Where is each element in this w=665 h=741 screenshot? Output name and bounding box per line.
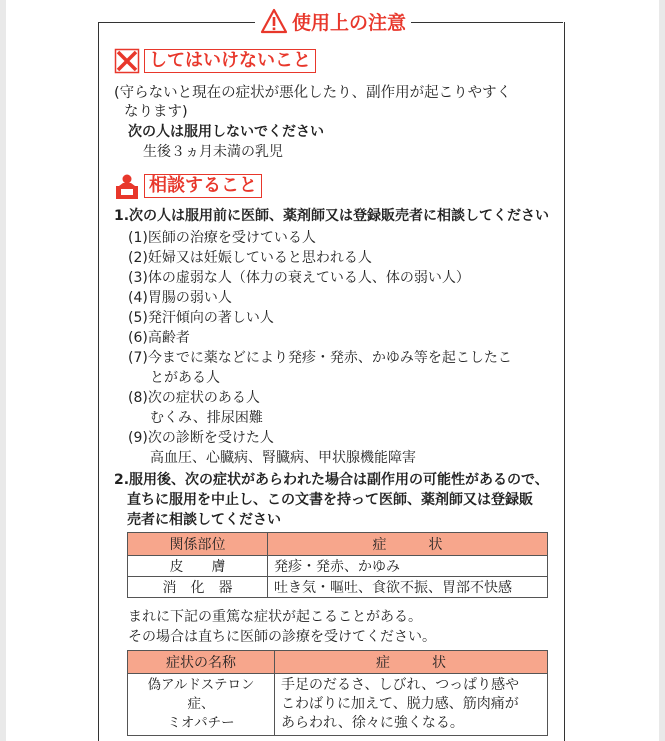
table-row [128, 577, 548, 598]
consult-line: (3)体の虚弱な人（体力の衰えている人、体の弱い人） [128, 270, 470, 286]
section-dont-header [114, 48, 316, 74]
consult-line: (8)次の症状のある人 [128, 390, 260, 406]
frame-top-left-rule [98, 22, 256, 23]
rare-note-line1: まれに下記の重篤な症状が起こることがある。 [128, 609, 422, 625]
consult-line: (9)次の診断を受けた人 [128, 430, 274, 446]
consult-line: (6)高齢者 [128, 330, 190, 346]
dont-item: 生後３ヵ月未満の乳児 [143, 144, 283, 160]
table-row [128, 674, 548, 736]
dont-note-line2: なります) [124, 104, 188, 120]
condition-symptom-line2: こわばりに加えて、脱力感、筋肉痛が [281, 696, 519, 712]
prohibited-x-icon [114, 48, 140, 74]
table-cell-condition [128, 674, 275, 736]
consult-line: とがある人 [150, 370, 220, 386]
main-title [255, 6, 411, 36]
serious-effect-table [127, 650, 548, 736]
section-consult-header [114, 172, 262, 200]
consult-person-icon [114, 172, 140, 200]
consult-item2-heading-line2: 直ちに服用を中止し、この文書を持って医師、薬剤師又は登録販 [127, 492, 533, 508]
table-header-cell: 症状の名称 [128, 651, 275, 674]
table-header-cell: 関係部位 [128, 533, 268, 556]
condition-symptom-line3: あらわれ、徐々に強くなる。 [281, 715, 464, 731]
consult-line: 高血圧、心臓病、腎臓病、甲状腺機能障害 [150, 450, 416, 466]
section-consult-label: 相談すること [144, 174, 262, 198]
table-cell-symptom: 発疹・発赤、かゆみ [268, 556, 548, 577]
table-header-row [128, 651, 548, 674]
frame-top-right-rule [410, 22, 563, 23]
condition-symptom-line1: 手足のだるさ、しびれ、つっぱり感や [281, 677, 520, 693]
consult-item2-heading-line1: 2.服用後、次の症状があらわれた場合は副作用の可能性があるので、 [114, 472, 549, 488]
main-title-text: 使用上の注意 [291, 11, 406, 34]
table-cell-symptom [275, 674, 548, 736]
dont-heading: 次の人は服用しないでください [128, 124, 324, 140]
condition-name-line1: 偽アルドステロン症、 [147, 677, 255, 712]
table-cell-part: 皮 膚 [128, 556, 268, 577]
consult-line: (4)胃腸の弱い人 [128, 290, 232, 306]
consult-line: (7)今までに薬などにより発疹・発赤、かゆみ等を起こしたこ [128, 350, 512, 366]
consult-line: (1)医師の治療を受けている人 [128, 230, 316, 246]
table-cell-part: 消 化 器 [128, 577, 268, 598]
consult-line: むくみ、排尿困難 [150, 410, 263, 426]
consult-line: (5)発汗傾向の著しい人 [128, 310, 274, 326]
rare-note-line2: その場合は直ちに医師の診療を受けてください。 [128, 629, 436, 645]
table-header-cell: 症 状 [275, 651, 548, 674]
side-effect-table [127, 532, 548, 598]
dont-note-line1: (守らないと現在の症状が悪化したり、副作用が起こりやすく [114, 85, 512, 101]
table-header-row [128, 533, 548, 556]
condition-name-line2: ミオパチー [167, 715, 235, 731]
table-header-cell: 症 状 [268, 533, 548, 556]
consult-item2-heading-line3: 売者に相談してください [127, 512, 281, 528]
warning-triangle-icon [260, 8, 288, 34]
consult-line: (2)妊婦又は妊娠していると思われる人 [128, 250, 372, 266]
consult-item1-heading: 1.次の人は服用前に医師、薬剤師又は登録販売者に相談してください [114, 208, 550, 224]
table-row [128, 556, 548, 577]
table-cell-symptom: 吐き気・嘔吐、食欲不振、胃部不快感 [268, 577, 548, 598]
section-dont-label: してはいけないこと [144, 49, 316, 73]
